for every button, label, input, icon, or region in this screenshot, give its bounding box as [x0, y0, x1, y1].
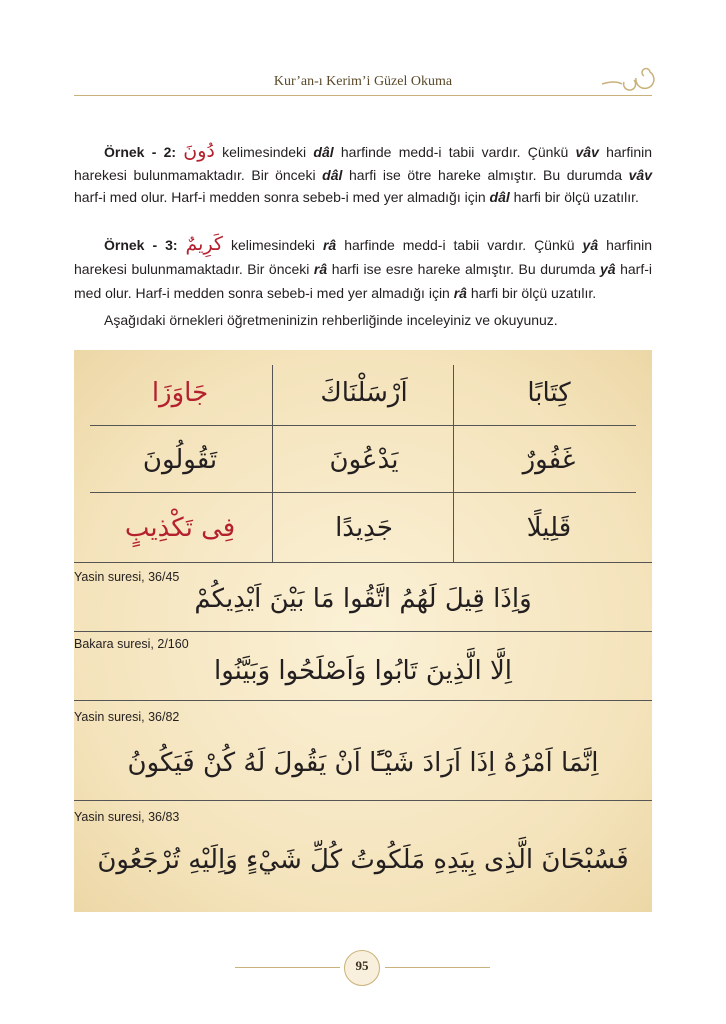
grid-divider	[90, 425, 636, 426]
ornament-icon	[600, 62, 655, 94]
grid-word: كِتَابًا	[527, 378, 571, 408]
grid-word: غَفُورٌ	[522, 445, 576, 475]
verse-reference: Yasin suresi, 36/45	[74, 570, 180, 584]
grid-word: فِى تَكْذِيبٍ	[124, 513, 236, 543]
grid-word: يَدْعُونَ	[329, 445, 399, 475]
instruction-text: Aşağıdaki örnekleri öğretmeninizin rehberliğinde inceleyiniz ve okuyunuz.	[104, 312, 558, 328]
verse-divider	[74, 631, 652, 632]
footer-rule	[385, 967, 490, 968]
verse-reference: Yasin suresi, 36/83	[74, 810, 180, 824]
verse-text: وَاِذَا قِيلَ لَهُمُ اتَّقُوا مَا بَيْنَ اَيْدِيكُمْ	[194, 584, 532, 614]
examples-panel	[74, 350, 652, 912]
grid-word: اَرْسَلْنَاكَ	[320, 378, 408, 408]
verse-text: فَسُبْحَانَ الَّذِى بِيَدِهِ مَلَكُوتُ كُلِّ شَيْءٍ وَاِلَيْهِ تُرْجَعُونَ	[97, 845, 629, 875]
header-rule	[74, 95, 652, 96]
page-number: 95	[355, 958, 369, 973]
grid-divider	[90, 492, 636, 493]
verse-reference: Yasin suresi, 36/82	[74, 710, 180, 724]
verse-reference: Bakara suresi, 2/160	[74, 637, 189, 651]
running-header-title: Kur’an-ı Kerim’i Güzel Okuma	[273, 74, 453, 89]
verse-divider	[74, 800, 652, 801]
verse-text: اِلَّا الَّذِينَ تَابُوا وَاَصْلَحُوا وَبَيَّنُوا	[213, 656, 513, 686]
grid-divider	[74, 562, 652, 563]
verse-text: اِنَّمَا اَمْرُهُ اِذَا اَرَادَ شَيْـًٔا اَنْ يَقُولَ لَهُ كُنْ فَيَكُونُ	[127, 748, 599, 778]
grid-word: تَقُولُونَ	[142, 445, 218, 475]
verse-divider	[74, 700, 652, 701]
footer-rule	[235, 967, 340, 968]
example-2-paragraph: Örnek - 2: دُونَ kelimesindeki dâl harfinde medd-i tabii vardır. Çünkü vâv harfinin harekesi bulunmamaktadır. Bir önceki dâl harfi ise ötre hareke almıştır. Bu durumda vâv harf-i med olur. Harf-i medden sonra sebeb-i med yer almadığı için dâl harfi bir ölçü uzatılır.	[74, 140, 653, 205]
example-3-paragraph: Örnek - 3: كَرِيمٌ kelimesindeki râ harfinde medd-i tabii vardır. Çünkü yâ harfinin harekesi bulunmamaktadır. Bir önceki râ harfi ise esre hareke almıştır. Bu durumda yâ harf-i med olur. Harf-i medden sonra sebeb-i med yer almadığı için râ harfi bir ölçü uzatılır.	[74, 233, 653, 301]
grid-word: قَلِيلًا	[526, 513, 572, 543]
grid-divider	[272, 365, 273, 562]
grid-word: جَدِيدًا	[335, 513, 393, 543]
grid-word: جَاوَزَا	[151, 378, 209, 408]
